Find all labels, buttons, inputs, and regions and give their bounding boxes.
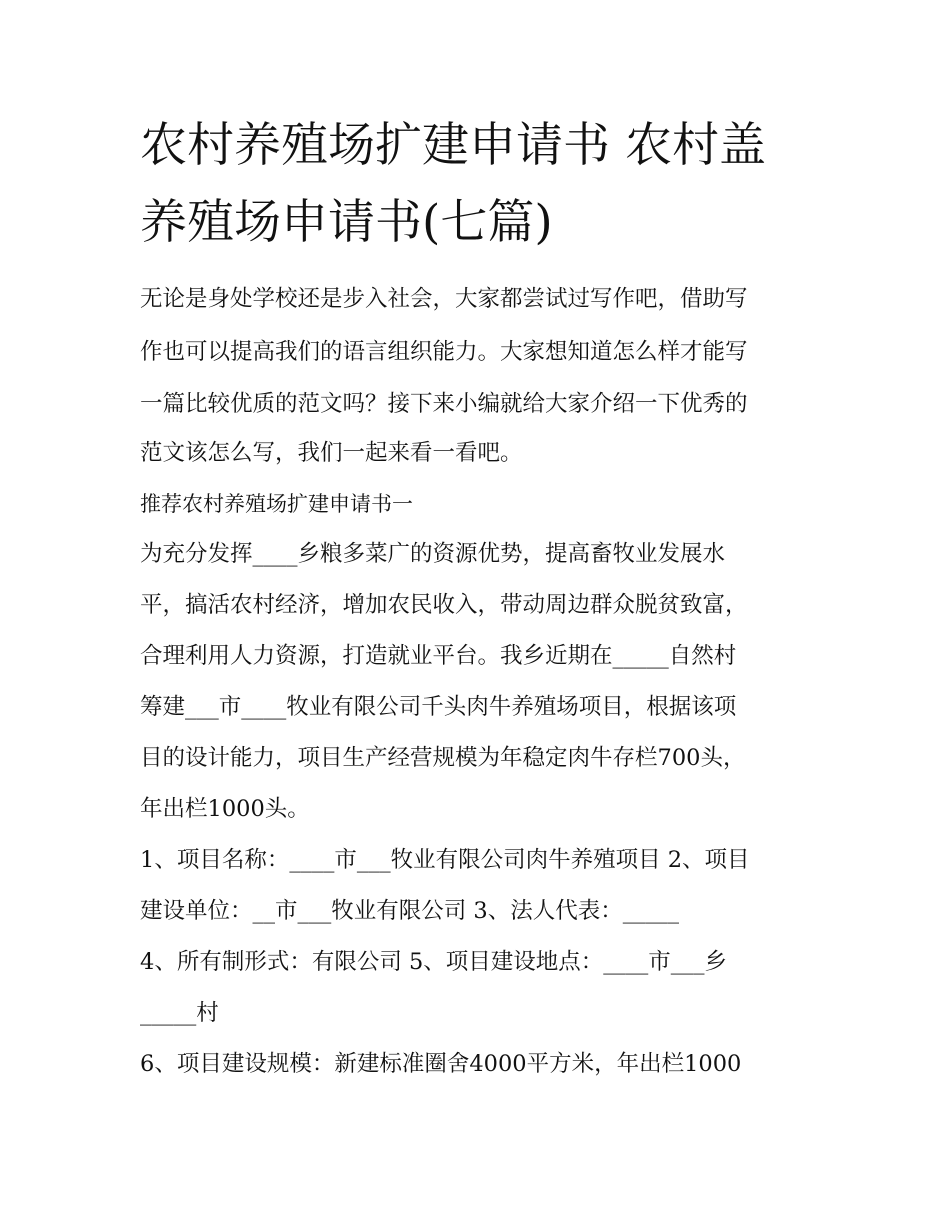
intro-line-1: 无论是身处学校还是步入社会，大家都尝试过写作吧，借助写 xyxy=(140,286,748,312)
body-line-1: 为充分发挥____乡粮多菜广的资源优势，提高畜牧业发展水 xyxy=(140,541,726,567)
body-line-6: 年出栏1000头。 xyxy=(140,796,310,822)
intro-line-4: 范文该怎么写，我们一起来看一看吧。 xyxy=(140,440,523,466)
list-line-4: _____村 xyxy=(140,1000,219,1026)
body-line-4: 筹建___市____牧业有限公司千头肉牛养殖场项目，根据该项 xyxy=(140,694,737,720)
body-line-5: 目的设计能力，项目生产经营规模为年稳定肉牛存栏700头， xyxy=(140,745,746,771)
intro-line-2: 作也可以提高我们的语言组织能力。大家想知道怎么样才能写 xyxy=(140,339,748,365)
document-title-line-1: 农村养殖场扩建申请书 农村盖 xyxy=(140,118,766,173)
body-line-3: 合理利用人力资源，打造就业平台。我乡近期在_____自然村 xyxy=(140,643,737,669)
list-line-3: 4、所有制形式：有限公司 5、项目建设地点：____市___乡 xyxy=(140,949,728,975)
list-line-1: 1、项目名称：____市___牧业有限公司肉牛养殖项目 2、项目 xyxy=(140,847,750,873)
section-heading: 推荐农村养殖场扩建申请书一 xyxy=(140,492,413,516)
intro-line-3: 一篇比较优质的范文吗？接下来小编就给大家介绍一下优秀的 xyxy=(140,391,748,417)
list-line-5: 6、项目建设规模：新建标准圈舍4000平方米，年出栏1000 xyxy=(140,1051,742,1077)
document-title-line-2: 养殖场申请书(七篇) xyxy=(140,195,553,250)
body-line-2: 平，搞活农村经济，增加农民收入，带动周边群众脱贫致富， xyxy=(140,592,748,618)
list-line-2: 建设单位：__市___牧业有限公司 3、法人代表：_____ xyxy=(140,898,679,924)
